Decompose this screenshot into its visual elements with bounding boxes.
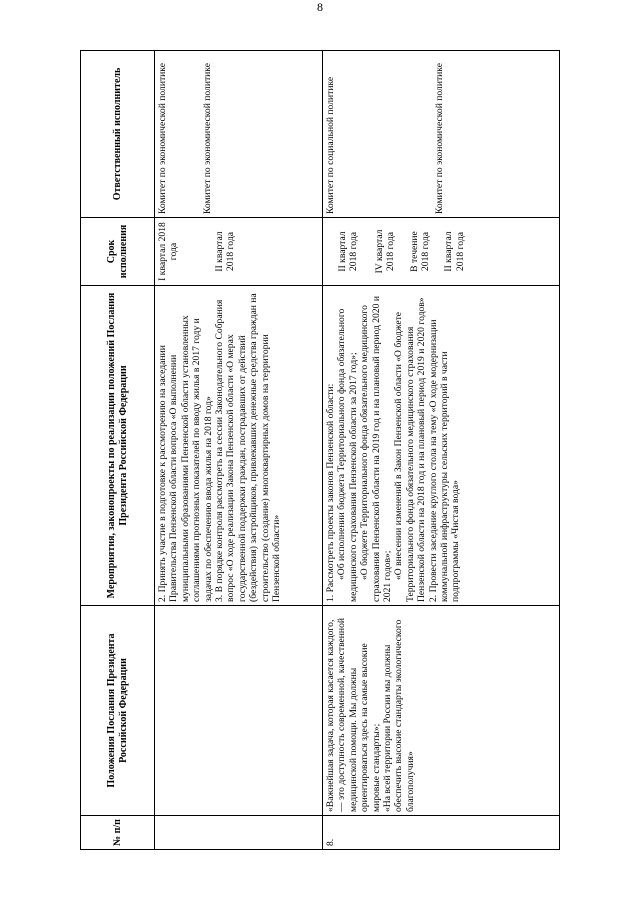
row1-term-2: II квартал 2018 года bbox=[213, 231, 237, 272]
row2-measure-1: 1. Рассмотреть проекты законов Пензенской области: bbox=[325, 383, 336, 602]
row2-measure-1b: «О бюджете Территориального фонда обязательного медицинского страхования Пензенской области на 2019 год и на плановый период 2020 и 2021 годов»; bbox=[359, 296, 394, 602]
measures-table bbox=[80, 50, 560, 850]
row1-term-1: I квартал 2018 года bbox=[157, 222, 180, 281]
row2-measure-1a: «Об исполнении бюджета Территориального фонда обязательного медицинского страхования Пензенской области за 2017 год»; bbox=[336, 308, 359, 602]
row2-responsible bbox=[323, 51, 560, 218]
table-row bbox=[155, 51, 323, 850]
row1-measure-1: 2. Принять участие в подготовке к рассмотрению на заседании Правительства Пензенской области вопроса «О выполнении муниципальными образованиями Пензенской области установленных соглашениями прогнозных показателей по вводу жилья в 2017 году и задачах по обеспечению ввода жилья на 2018 год» bbox=[157, 315, 214, 602]
row2-responsible-1: Комитет по социальной политике bbox=[325, 76, 336, 214]
page-number bbox=[0, 0, 640, 14]
row2-measure-1c: «О внесении изменений в Закон Пензенской области «О бюджете Территориального фонда обязательного медицинского страхования Пензенской области на 2018 год и на плановый период 2019 и 2020 годов» bbox=[393, 297, 428, 602]
rotated-table-container bbox=[80, 50, 560, 850]
row2-term bbox=[323, 218, 560, 286]
header-provisions: Положения Послания Президента Российской Федерации bbox=[81, 606, 155, 816]
row2-provision-2: «На всей территории России мы должны обеспечить высокие стандарты экологического благополучия» bbox=[382, 619, 416, 812]
table-row bbox=[323, 51, 560, 850]
row1-provisions bbox=[155, 606, 323, 816]
header-measures: Мероприятия, законопроекты по реализации положений Послания Президента Российской Федерации bbox=[81, 286, 155, 606]
row2-measure-2: 2. Провести заседание круглого стола на тему «О ходе модернизации коммунальной инфраструктуры сельских территорий в части подпрограммы «Чистая вода» bbox=[427, 319, 462, 602]
row2-term-3: В течение 2018 года bbox=[408, 231, 432, 272]
row2-term-4: II квартал 2018 года bbox=[443, 231, 466, 272]
header-num: № п/п bbox=[81, 816, 155, 850]
row2-num: 8. bbox=[323, 816, 560, 850]
header-term: Срок исполнения bbox=[81, 218, 155, 286]
page-number-text: 8 bbox=[317, 0, 323, 14]
row2-provision-1: «Важнейшая задача, которая касается каждого, — это доступность современной, качественной медицинской помощи. Мы должны ориентироваться здесь на самые высокие мировые стандарты»; bbox=[325, 618, 382, 812]
header-responsible: Ответственный исполнитель bbox=[81, 51, 155, 218]
row1-term bbox=[155, 218, 323, 286]
row2-provisions bbox=[323, 606, 560, 816]
row1-measures bbox=[155, 286, 323, 606]
row2-term-2: IV квартал 2018 года bbox=[373, 229, 397, 274]
row1-num bbox=[155, 816, 323, 850]
row2-measures bbox=[323, 286, 560, 606]
row1-measure-2: 3. В порядке контроля рассмотреть на сессии Законодательного Собрания вопрос «О ходе реализации Закона Пензенской области «О мерах государственной поддержки граждан, пострадавших от действий (бездействия) застройщиков, привлекавших денежные средства граждан на строительство (создание) многоквартирных домов на территории Пензенской области» bbox=[214, 293, 283, 602]
row1-responsible-1: Комитет по экономической политике bbox=[157, 63, 168, 214]
row2-responsible-2: Комитет по экономической политике bbox=[434, 63, 446, 214]
row2-term-1: II квартал 2018 года bbox=[337, 231, 360, 272]
table-header-row bbox=[81, 51, 155, 850]
row1-responsible-2: Комитет по экономической политике bbox=[202, 63, 214, 214]
row1-responsible bbox=[155, 51, 323, 218]
